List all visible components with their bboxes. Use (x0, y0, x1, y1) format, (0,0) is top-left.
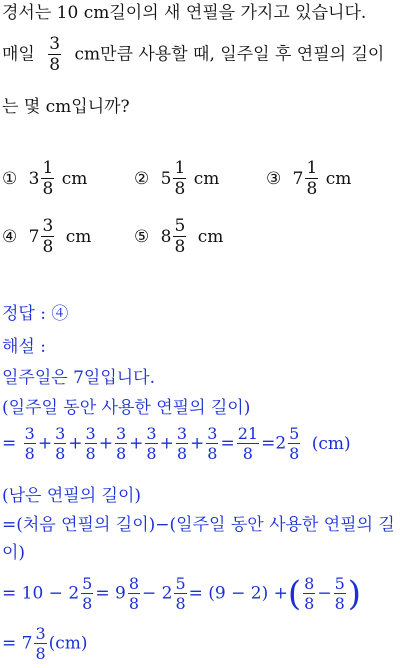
plus-sign: + (159, 433, 174, 454)
term-num: 3 (55, 424, 66, 443)
option-5-unit: cm (197, 227, 224, 247)
equation-remaining (2, 576, 361, 612)
option-5-den: 8 (174, 237, 186, 257)
result-num: 21 (237, 424, 259, 443)
term-4 (115, 426, 127, 462)
option-3[interactable] (266, 160, 351, 198)
final-answer (2, 626, 88, 662)
option-4-unit: cm (65, 227, 92, 247)
explanation-sentence-4b: 이) (2, 543, 26, 563)
term-5 (145, 426, 157, 462)
question-line-1: 경서는 10 cm길이의 새 연필을 가지고 있습니다. (2, 3, 367, 23)
term-7 (206, 426, 218, 462)
minus-sign: − (317, 583, 332, 604)
term-num: 3 (146, 424, 157, 443)
mixed-fraction (288, 426, 300, 462)
plus-sign: + (190, 433, 205, 454)
option-4-den: 8 (42, 237, 54, 257)
option-1-fraction (41, 160, 54, 198)
eq2-part-4: = (9 − 2) + (188, 583, 288, 604)
equation-sum (2, 426, 351, 462)
unit-label: (cm) (311, 433, 351, 454)
eq2-frac-5-num: 5 (334, 574, 345, 593)
term-den: 8 (146, 444, 157, 463)
eq2-frac-2 (128, 576, 140, 612)
option-2-unit: cm (193, 169, 220, 189)
question-line-3: 는 몇 cm입니까? (2, 97, 130, 117)
option-3-num: 1 (306, 158, 318, 178)
term-3 (85, 426, 97, 462)
option-3-den: 8 (306, 179, 318, 199)
term-2 (54, 426, 66, 462)
term-den: 8 (115, 444, 127, 463)
eq2-frac-4 (303, 576, 315, 612)
term-num: 3 (24, 424, 35, 443)
term-num: 3 (115, 424, 127, 443)
option-3-fraction (305, 160, 318, 198)
question-line-2-suffix: cm만큼 사용할 때, 일주일 후 연필의 길이 (74, 44, 385, 65)
eq2-frac-5 (334, 576, 346, 612)
option-2-fraction (173, 160, 186, 198)
eq2-part-1: = 10 − 2 (2, 583, 80, 604)
option-4-whole: 7 (28, 227, 40, 247)
eq2-frac-1-den: 8 (82, 594, 93, 613)
term-num: 3 (207, 424, 218, 443)
fraction-denominator: 8 (49, 55, 61, 75)
eq2-frac-4-num: 8 (304, 574, 315, 593)
option-5-whole: 8 (160, 227, 172, 247)
plus-sign: + (129, 433, 144, 454)
eq2-frac-3-den: 8 (175, 594, 186, 613)
option-2[interactable] (134, 160, 219, 198)
explanation-sentence-1: 일주일은 7일입니다. (2, 368, 155, 388)
option-4-marker: ④ (2, 227, 18, 247)
mixed-whole: 2 (275, 433, 287, 454)
eq2-frac-1 (81, 576, 93, 612)
option-1-marker: ① (2, 169, 18, 189)
option-1[interactable] (2, 160, 87, 198)
option-2-den: 8 (174, 179, 186, 199)
option-5[interactable] (134, 218, 223, 256)
term-1 (24, 426, 36, 462)
option-5-marker: ⑤ (134, 227, 150, 247)
eq2-frac-2-num: 8 (128, 574, 139, 593)
term-num: 3 (85, 424, 96, 443)
explanation-sentence-3: (남은 연필의 길이) (2, 486, 142, 506)
final-fraction (34, 626, 46, 662)
option-1-num: 1 (42, 158, 54, 178)
option-5-num: 5 (174, 216, 186, 236)
eq2-frac-5-den: 8 (334, 594, 345, 613)
explanation-label: 해설 : (2, 337, 46, 357)
option-4-fraction (41, 218, 54, 256)
plus-sign: + (37, 433, 53, 454)
eq2-frac-4-den: 8 (304, 594, 315, 613)
eq2-frac-3-num: 5 (175, 574, 186, 593)
option-2-num: 1 (174, 158, 186, 178)
term-den: 8 (55, 444, 66, 463)
term-den: 8 (24, 444, 35, 463)
option-5-fraction (173, 218, 186, 256)
option-4-num: 3 (42, 216, 54, 236)
option-2-marker: ② (134, 169, 150, 189)
option-3-unit: cm (325, 169, 352, 189)
option-2-whole: 5 (160, 169, 172, 189)
final-unit: (cm) (48, 633, 88, 654)
eq-sign: = (220, 433, 235, 454)
mixed-num: 5 (289, 424, 300, 443)
question-line-2-prefix: 매일 (2, 44, 35, 65)
plus-sign: + (98, 433, 113, 454)
option-4[interactable] (2, 218, 91, 256)
option-1-whole: 3 (28, 169, 40, 189)
explanation-sentence-4a: =(처음 연필의 길이)−(일주일 동안 사용한 연필의 길 (2, 515, 395, 535)
term-6 (176, 426, 188, 462)
option-3-marker: ③ (266, 169, 282, 189)
eq2-frac-2-den: 8 (128, 594, 139, 613)
term-den: 8 (207, 444, 218, 463)
plus-sign: + (68, 433, 83, 454)
final-num: 3 (35, 624, 46, 643)
result-den: 8 (242, 444, 253, 463)
fraction-numerator: 3 (49, 34, 61, 54)
eq-sign: = (261, 433, 276, 454)
eq2-part-3: − 2 (142, 583, 173, 604)
term-num: 3 (176, 424, 188, 443)
final-den: 8 (35, 644, 46, 663)
eq2-part-2: = 9 (95, 583, 126, 604)
right-paren: ) (347, 574, 362, 614)
question-line-2 (2, 36, 384, 74)
term-den: 8 (85, 444, 96, 463)
answer-label: 정답 : ④ (2, 304, 69, 324)
eq2-frac-1-num: 5 (82, 574, 93, 593)
option-1-den: 8 (42, 179, 54, 199)
sum-result (237, 426, 259, 462)
explanation-sentence-2: (일주일 동안 사용한 연필의 길이) (2, 398, 251, 418)
final-whole: = 7 (2, 633, 33, 654)
option-1-unit: cm (61, 169, 88, 189)
question-fraction (48, 36, 61, 74)
eq-sign: = (2, 433, 17, 454)
left-paren: ( (287, 574, 302, 614)
term-den: 8 (176, 444, 188, 463)
mixed-den: 8 (289, 444, 300, 463)
eq2-frac-3 (174, 576, 186, 612)
option-3-whole: 7 (292, 169, 304, 189)
